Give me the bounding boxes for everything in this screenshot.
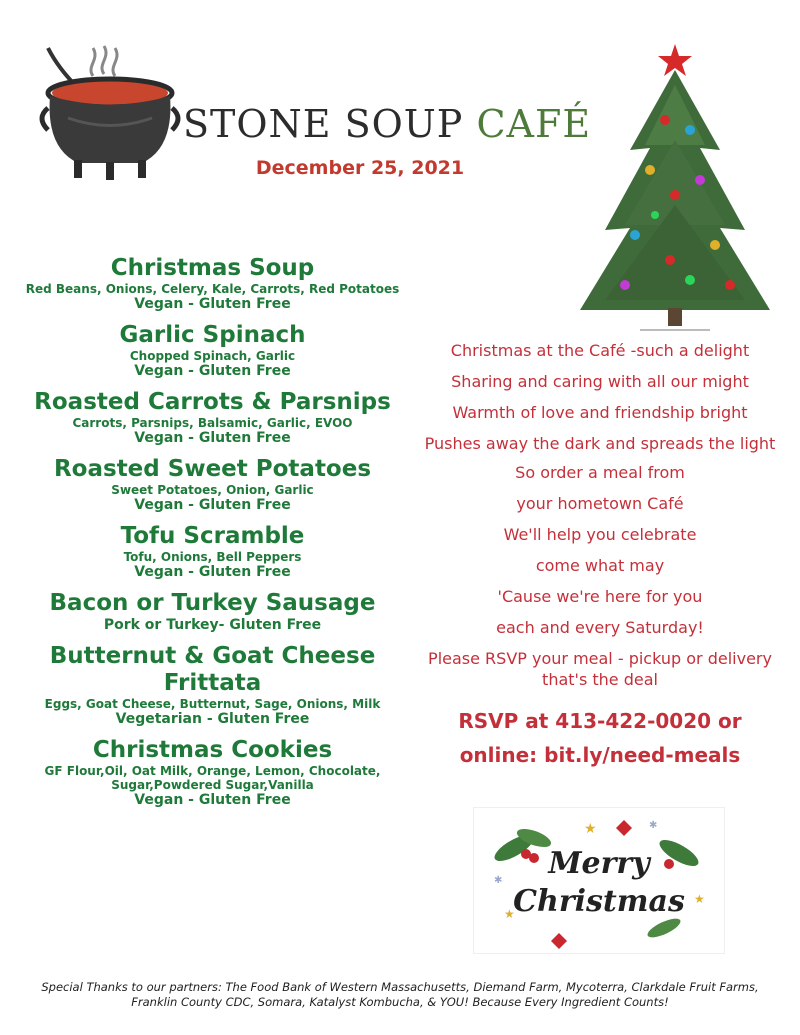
menu-item-diet: Vegan - Gluten Free <box>134 296 291 312</box>
menu-item <box>20 523 405 580</box>
menu-item-ingredients: GF Flour,Oil, Oat Milk, Orange, Lemon, Chocolate, Sugar,Powdered Sugar,Vanilla <box>44 764 381 792</box>
poem-line: come what may <box>535 556 665 575</box>
card-christmas-text: Christmas <box>513 884 685 919</box>
menu-item-name: Christmas Cookies <box>92 737 333 763</box>
menu-item-diet: Vegan - Gluten Free <box>134 792 291 808</box>
poem-line: So order a meal from <box>515 463 685 482</box>
menu-item-diet: Vegetarian - Gluten Free <box>115 711 310 727</box>
partners-footer: Special Thanks to our partners: The Food Bank of Western Massachusetts, Diemand Farm, Mycoterra, Clarkdale Fruit Farms, Franklin County CDC, Somara, Katalyst Kombucha, & YOU! Because Every Ingredient Counts! <box>41 980 759 1009</box>
poem-line: Warmth of love and friendship bright <box>452 403 748 422</box>
merry-christmas-card <box>473 807 725 954</box>
svg-text:★: ★ <box>584 821 597 837</box>
svg-text:★: ★ <box>504 907 515 921</box>
menu-item <box>20 322 405 379</box>
menu-item-ingredients: Sweet Potatoes, Onion, Garlic <box>111 483 314 497</box>
menu-item <box>20 255 405 312</box>
menu-item-diet: Vegan - Gluten Free <box>134 497 291 513</box>
poem-line: Pushes away the dark and spreads the light <box>424 434 776 453</box>
brand-cafe: CAFÉ <box>476 102 592 146</box>
rsvp-info <box>420 704 780 772</box>
card-merry-text: Merry <box>548 846 650 881</box>
poem-line: your hometown Café <box>516 494 684 513</box>
menu-item <box>20 590 405 633</box>
menu-item <box>20 389 405 446</box>
svg-text:★: ★ <box>694 892 705 906</box>
menu-item-name: Garlic Spinach <box>119 322 306 348</box>
poem-line: Christmas at the Café -such a delight <box>450 341 750 360</box>
poem-line: We'll help you celebrate <box>503 525 697 544</box>
menu-item-ingredients: Eggs, Goat Cheese, Butternut, Sage, Onions, Milk <box>44 697 381 711</box>
poem-line: Please RSVP your meal - pickup or delivery that's the deal <box>428 649 772 689</box>
menu-item <box>20 737 405 808</box>
brand-title <box>183 102 591 146</box>
holiday-poem <box>420 340 780 772</box>
menu-item-ingredients: Red Beans, Onions, Celery, Kale, Carrots, Red Potatoes <box>25 282 400 296</box>
menu-item-name: Roasted Sweet Potatoes <box>53 456 372 482</box>
menu-item-name: Christmas Soup <box>110 255 315 281</box>
menu-item-ingredients: Chopped Spinach, Garlic <box>129 349 296 363</box>
menu-item-diet: Pork or Turkey- Gluten Free <box>103 617 322 633</box>
poem-line: Sharing and caring with all our might <box>451 372 749 391</box>
rsvp-link[interactable]: online: bit.ly/need-meals <box>459 743 741 767</box>
event-date: December 25, 2021 <box>255 157 465 179</box>
svg-text:✱: ✱ <box>649 820 658 831</box>
menu-item-ingredients: Carrots, Parsnips, Balsamic, Garlic, EVOO <box>72 416 353 430</box>
christmas-tree-icon <box>570 30 780 335</box>
svg-text:✱: ✱ <box>494 875 503 886</box>
rsvp-phone: RSVP at 413-422-0020 or <box>458 709 742 733</box>
soup-pot-icon <box>38 38 188 183</box>
menu-item-name: Bacon or Turkey Sausage <box>49 590 376 616</box>
menu-list <box>20 255 405 818</box>
menu-item-diet: Vegan - Gluten Free <box>134 564 291 580</box>
menu-item-name: Tofu Scramble <box>120 523 305 549</box>
menu-item-name: Butternut & Goat Cheese Frittata <box>49 643 376 696</box>
menu-item <box>20 456 405 513</box>
poem-line: 'Cause we're here for you <box>497 587 703 606</box>
menu-item <box>20 643 405 727</box>
menu-item-diet: Vegan - Gluten Free <box>134 430 291 446</box>
brand-main: STONE SOUP <box>183 102 464 146</box>
menu-item-name: Roasted Carrots & Parsnips <box>34 389 391 415</box>
poem-line: each and every Saturday! <box>496 618 704 637</box>
menu-item-ingredients: Tofu, Onions, Bell Peppers <box>123 550 302 564</box>
menu-item-diet: Vegan - Gluten Free <box>134 363 291 379</box>
